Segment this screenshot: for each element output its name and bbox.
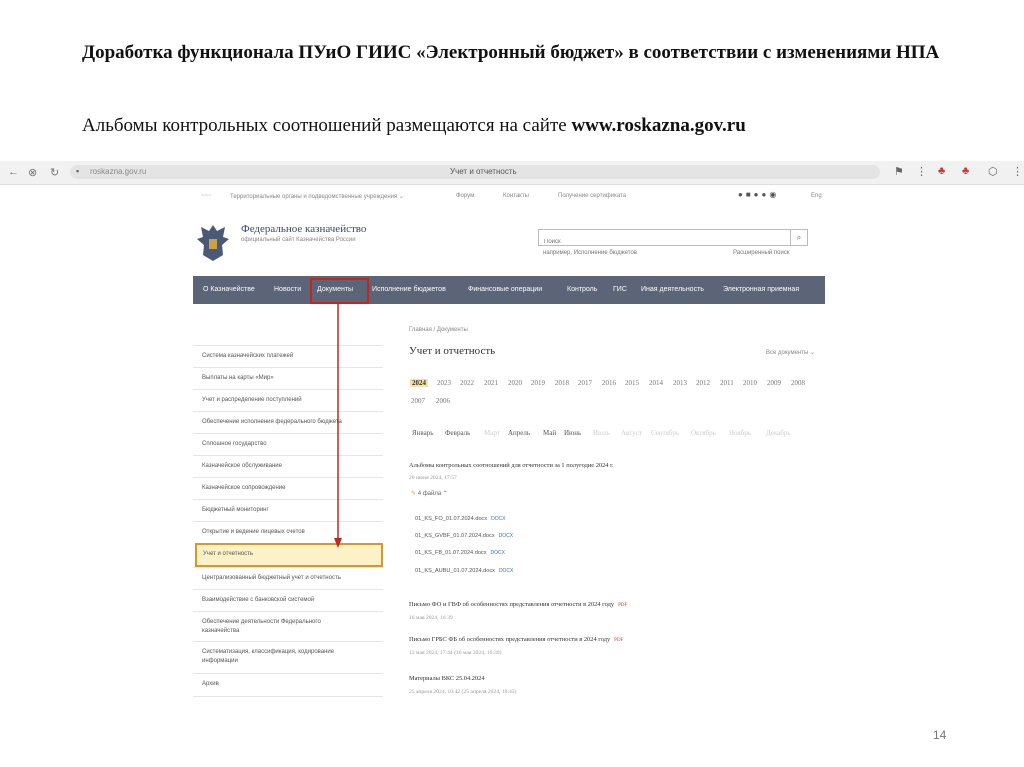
site-url-text: www.roskazna.gov.ru xyxy=(571,115,746,136)
topbar-link-contacts[interactable]: Контакты xyxy=(503,193,529,199)
forward-icon[interactable]: ⊗ xyxy=(28,167,38,179)
sidebar-item-centralized[interactable]: Централизованный бюджетный учет и отчетность xyxy=(202,575,341,581)
month-may[interactable]: Май xyxy=(543,429,557,437)
year-2013[interactable]: 2013 xyxy=(673,379,687,387)
all-documents-dropdown[interactable]: Все документы ⌄ xyxy=(766,350,815,356)
file-name: 01_KS_FO_01.07.2024.docx xyxy=(415,516,488,522)
year-2011[interactable]: 2011 xyxy=(720,379,734,387)
year-2024[interactable]: 2024 xyxy=(412,379,426,387)
sidebar-item-support[interactable]: Казначейское сопровождение xyxy=(202,485,286,491)
doc-title-text: Письмо ГРБС ФБ об особенностях представления отчетности в 2024 году xyxy=(409,636,611,643)
small-logo-icon: ~~~ xyxy=(201,193,212,199)
year-2021[interactable]: 2021 xyxy=(484,379,498,387)
doc-albums-date: 20 июня 2024, 17:57 xyxy=(409,475,457,481)
year-2019[interactable]: 2019 xyxy=(531,379,545,387)
sidebar-item-payments[interactable]: Система казначейских платежей xyxy=(202,353,294,359)
breadcrumb[interactable]: Главная / Документы xyxy=(409,327,468,333)
nav-finance-operations[interactable]: Финансовые операции xyxy=(468,286,543,293)
month-nov: Ноябрь xyxy=(729,429,751,437)
month-jul: Июль xyxy=(593,429,610,437)
more-icon[interactable]: ⋮ xyxy=(1012,166,1023,178)
month-mar: Март xyxy=(484,429,500,437)
nav-documents[interactable]: Документы xyxy=(317,286,354,293)
page-number: 14 xyxy=(933,728,947,742)
red-pointer-arrow xyxy=(193,185,825,585)
month-dec: Декабрь xyxy=(766,429,791,437)
year-2008[interactable]: 2008 xyxy=(791,379,805,387)
extension-icon[interactable]: ♣ xyxy=(938,165,946,177)
browser-screenshot xyxy=(0,161,1024,716)
brand-name: Федеральное казначейство xyxy=(241,223,367,235)
file-ext-badge: DOCX xyxy=(490,550,505,556)
nav-control[interactable]: Контроль xyxy=(567,286,598,293)
extensions-icon[interactable]: ⬡ xyxy=(988,166,998,178)
subtitle-text: Альбомы контрольных соотношений размещаются на сайте xyxy=(82,115,567,136)
doc-vks-date: 25 апреля 2024, 10:42 (25 апреля 2024, 10:43) xyxy=(409,689,517,695)
pdf-badge: PDF xyxy=(618,603,628,608)
sidebar-item-classification[interactable]: Систематизация, классификация, кодирование информации xyxy=(202,649,335,664)
year-2022[interactable]: 2022 xyxy=(460,379,474,387)
menu-dots-icon[interactable]: ⋮ xyxy=(916,166,927,178)
file-ext-badge: DOCX xyxy=(498,533,514,539)
doc-albums-title[interactable]: Альбомы контрольных соотношений для отчетности за 1 полугодие 2024 г. xyxy=(409,462,614,469)
lock-icon: ▪ xyxy=(76,166,80,176)
sidebar-item-receipts[interactable]: Учет и распределение поступлений xyxy=(202,397,302,403)
topbar-link-certificate[interactable]: Получение сертификата xyxy=(558,193,627,199)
content-title: Учет и отчетность xyxy=(409,345,496,357)
lang-switch[interactable]: Eng xyxy=(811,193,822,199)
files-count: 4 файла ⌃ xyxy=(417,491,448,497)
sidebar-item-mir[interactable]: Выплаты на карты «Мир» xyxy=(202,375,274,381)
back-icon[interactable]: ← xyxy=(8,166,19,178)
year-2012[interactable]: 2012 xyxy=(696,379,710,387)
year-2009[interactable]: 2009 xyxy=(767,379,781,387)
sidebar-item-archive[interactable]: Архив xyxy=(202,681,219,687)
page-tab-title: Учет и отчетность xyxy=(450,167,517,176)
search-hint-label: например, xyxy=(543,250,573,256)
month-apr[interactable]: Апрель xyxy=(508,429,531,437)
topbar-link-regions[interactable]: Территориальные органы и подведомственные учреждения ⌄ xyxy=(230,194,404,200)
browser-toolbar xyxy=(0,161,1024,185)
address-bar[interactable] xyxy=(70,165,880,179)
sidebar-item-accounting-reporting[interactable]: Учет и отчетность xyxy=(203,551,253,557)
sidebar-item-federal-budget[interactable]: Обеспечение исполнения федерального бюджета xyxy=(202,419,342,425)
slide-title: Доработка функционала ПУиО ГИИС «Электронный бюджет» в соответствии с изменениями НПА xyxy=(82,42,940,63)
advanced-search-link[interactable]: Расширенный поиск xyxy=(733,250,790,256)
file-ext-badge: DOCX xyxy=(498,568,514,574)
file-name: 01_KS_FB_01.07.2024.docx xyxy=(415,550,487,556)
year-2014[interactable]: 2014 xyxy=(649,379,663,387)
file-name: 01_KS_GVBF_01.07.2024.docx xyxy=(415,533,495,539)
nav-news[interactable]: Новости xyxy=(274,286,302,293)
year-2023[interactable]: 2023 xyxy=(437,379,451,387)
year-2017[interactable]: 2017 xyxy=(578,379,592,387)
doc-title-text: Письмо ФО и ГВФ об особенностях представления отчетности в 2024 году xyxy=(409,601,615,608)
sidebar-item-monitoring[interactable]: Бюджетный мониторинг xyxy=(202,507,269,513)
month-jan[interactable]: Январь xyxy=(412,429,434,437)
slide-subtitle xyxy=(82,115,746,137)
pdf-badge: PDF xyxy=(614,638,624,643)
year-2006[interactable]: 2006 xyxy=(436,397,450,405)
year-2010[interactable]: 2010 xyxy=(743,379,757,387)
reload-icon[interactable]: ↻ xyxy=(50,167,60,179)
month-sep: Сентябрь xyxy=(651,429,680,437)
month-aug: Август xyxy=(621,429,642,437)
nav-about[interactable]: О Казначействе xyxy=(203,286,255,293)
sidebar-item-activity[interactable]: Обеспечение деятельности Федерального казначейства xyxy=(202,619,321,634)
month-feb[interactable]: Февраль xyxy=(445,429,471,437)
social-icons[interactable]: ●■●●◉ xyxy=(738,190,780,199)
doc-letter-grbs-date: 13 мая 2024, 17:44 (16 мая 2024, 16:39) xyxy=(409,650,502,656)
sidebar-item-state[interactable]: Сплошное государство xyxy=(202,441,267,447)
month-oct: Октябрь xyxy=(691,429,716,437)
doc-vks-title[interactable]: Материалы ВКС 25.04.2024 xyxy=(409,675,485,682)
doc-letter-fo-title[interactable] xyxy=(409,601,627,608)
search-icon[interactable]: ⌕ xyxy=(790,230,807,245)
extension-icon-2[interactable]: ♣ xyxy=(962,165,970,177)
year-2007[interactable]: 2007 xyxy=(411,397,425,405)
paperclip-icon: ✎ xyxy=(411,491,417,497)
topbar-link-forum[interactable]: Форум xyxy=(456,193,475,199)
bookmark-icon[interactable]: ⚑ xyxy=(894,166,904,178)
year-2020[interactable]: 2020 xyxy=(508,379,522,387)
sidebar-item-service[interactable]: Казначейское обслуживание xyxy=(202,463,282,469)
nav-other[interactable]: Иная деятельность xyxy=(641,286,704,293)
file-ext-badge: DOCX xyxy=(491,516,506,522)
year-2015[interactable]: 2015 xyxy=(625,379,639,387)
brand-subtitle: официальный сайт Казначейства России xyxy=(241,237,356,243)
address-host: roskazna.gov.ru xyxy=(90,167,147,176)
file-name: 01_KS_AUBU_01.07.2024.docx xyxy=(415,568,495,574)
doc-letter-grbs-title[interactable] xyxy=(409,636,623,643)
doc-letter-fo-date: 16 мая 2024, 16:39 xyxy=(409,615,453,621)
year-2016[interactable]: 2016 xyxy=(602,379,616,387)
nav-gis[interactable]: ГИС xyxy=(613,286,627,293)
nav-budget-execution[interactable]: Исполнение бюджетов xyxy=(372,286,446,293)
nav-reception[interactable]: Электронная приемная xyxy=(723,286,800,293)
month-jun[interactable]: Июнь xyxy=(564,429,582,437)
year-2018[interactable]: 2018 xyxy=(555,379,569,387)
sidebar-item-accounts[interactable]: Открытие и ведение лицевых счетов xyxy=(202,529,305,535)
search-hint-example[interactable]: Исполнение бюджетов xyxy=(573,250,637,256)
sidebar-item-banking[interactable]: Взаимодействие с банковской системой xyxy=(202,597,315,603)
